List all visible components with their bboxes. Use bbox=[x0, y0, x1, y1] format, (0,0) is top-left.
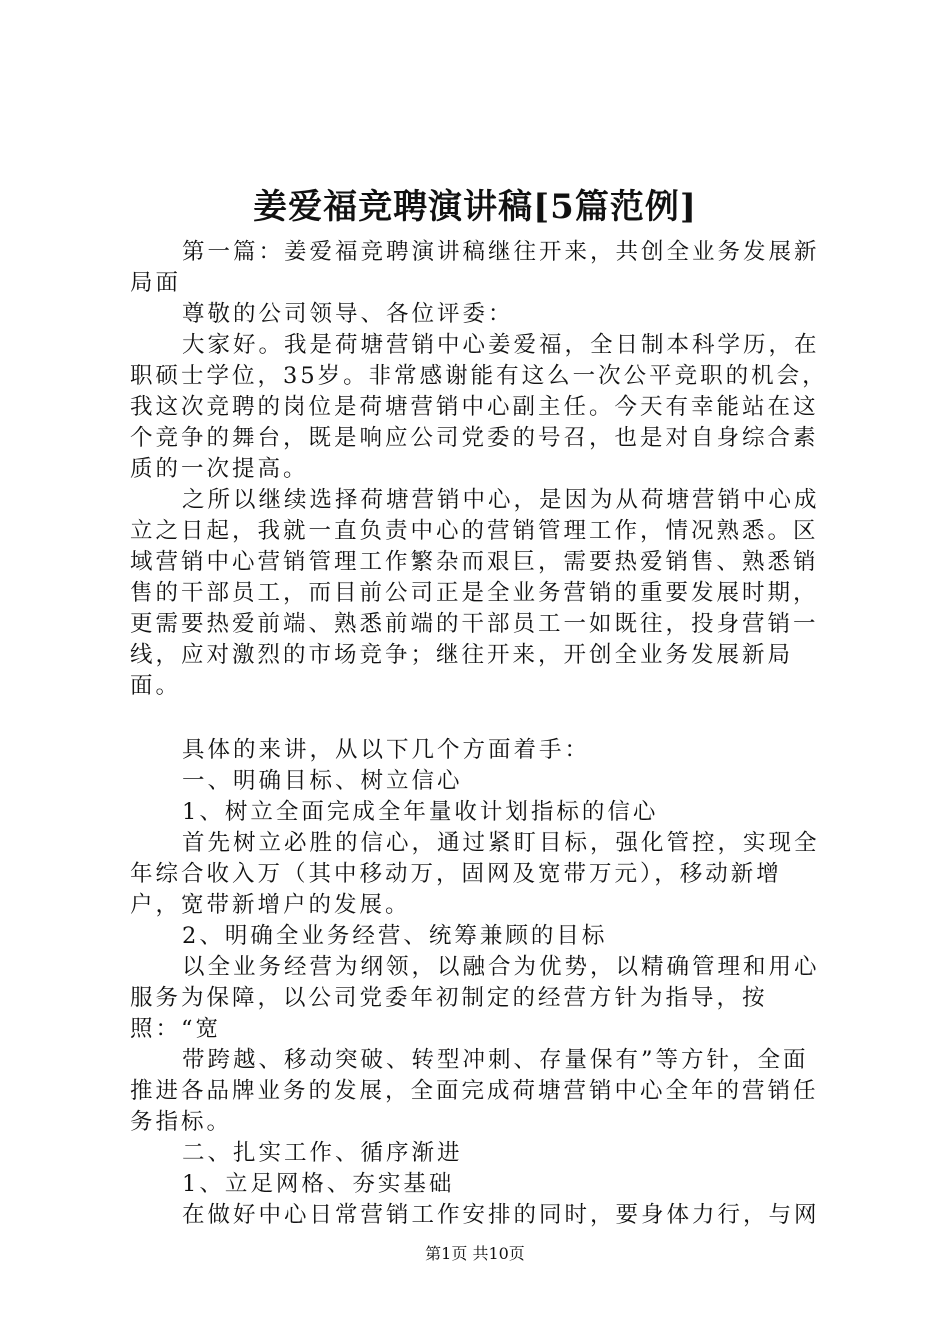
paragraph: 带跨越、移动突破、转型冲刺、存量保有”等方针，全面推进各品牌业务的发展，全面完成荷塘营销中心全年的营销任务指标。 bbox=[130, 1047, 819, 1135]
paragraph: 大家好。我是荷塘营销中心姜爱福，全日制本科学历，在职硕士学位，35岁。非常感谢能有这么一次公平竞职的机会，我这次竞聘的岗位是荷塘营销中心副主任。今天有幸能站在这个竞争的舞台，既是响应公司党委的号召，也是对自身综合素质的一次提高。 bbox=[130, 332, 828, 482]
paragraph: 在做好中心日常营销工作安排的同时，要身体力行，与网 bbox=[182, 1202, 820, 1228]
document-title: 姜爱福竞聘演讲稿[5篇范例] bbox=[253, 187, 697, 227]
subsection-heading: 1、立足网格、夯实基础 bbox=[182, 1171, 455, 1197]
paragraph: 尊敬的公司领导、各位评委： bbox=[182, 301, 514, 327]
document-body bbox=[130, 237, 830, 1231]
paragraph: 首先树立必胜的信心，通过紧盯目标，强化管控，实现全年综合收入万（其中移动万，固网及宽带万元），移动新增户，宽带新增户的发展。 bbox=[130, 830, 820, 918]
section-heading: 二、扎实工作、循序渐进 bbox=[182, 1140, 463, 1166]
paragraph: 以全业务经营为纲领，以融合为优势，以精确管理和用心服务为保障，以公司党委年初制定的经营方针为指导，按照：“宽 bbox=[130, 954, 820, 1042]
paragraph: 第一篇：姜爱福竞聘演讲稿继往开来，共创全业务发展新局面 bbox=[130, 239, 820, 296]
section-heading: 一、明确目标、树立信心 bbox=[182, 768, 463, 794]
subsection-heading: 2、明确全业务经营、统筹兼顾的目标 bbox=[182, 923, 608, 949]
paragraph: 之所以继续选择荷塘营销中心，是因为从荷塘营销中心成立之日起，我就一直负责中心的营销管理工作，情况熟悉。区域营销中心营销管理工作繁杂而艰巨，需要热爱销售、熟悉销售的干部员工，而目前公司正是全业务营销的重要发展时期，更需要热爱前端、熟悉前端的干部员工一如既往，投身营销一线，应对激烈的市场竞争；继往开来，开创全业务发展新局面。 bbox=[130, 487, 820, 699]
page-footer: 第1页 共10页 bbox=[425, 1244, 525, 1263]
paragraph: 具体的来讲，从以下几个方面着手： bbox=[182, 737, 591, 763]
subsection-heading: 1、树立全面完成全年量收计划指标的信心 bbox=[182, 799, 659, 825]
